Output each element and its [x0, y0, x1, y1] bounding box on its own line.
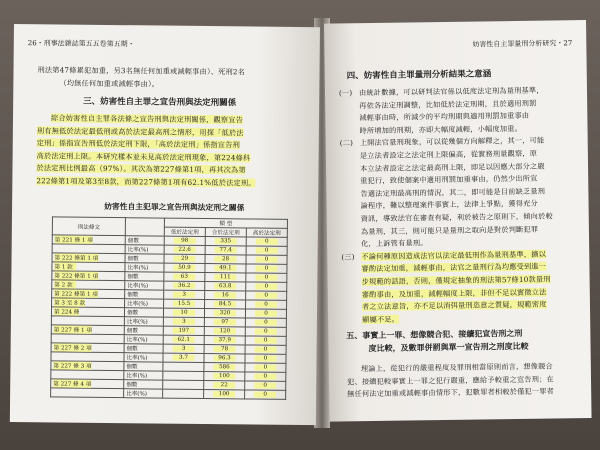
cell-value: 0 — [255, 266, 277, 272]
cell-value: 第 222 條第 1 項 — [54, 273, 99, 280]
table-cell-low — [164, 290, 205, 299]
table-cell-high — [245, 309, 286, 318]
cell-value: 50.9 — [173, 265, 195, 271]
cell-value: 比率(%) — [126, 373, 148, 380]
right-item-list — [339, 84, 582, 327]
text-line: 審酌事由，及加重，減輕幅度上限，非但不足以實徵立法 — [361, 287, 547, 299]
text-line: 222條第1項及第3至8款，而第227條第1項有62.1%低於法定刑。 — [36, 176, 256, 188]
table-cell-kind — [124, 353, 163, 362]
table-header-cell: 高於法定刑 — [246, 228, 287, 237]
cell-value: 96.3 — [213, 355, 235, 361]
table-cell-kind — [124, 317, 163, 326]
cell-value: 個數 — [126, 382, 138, 389]
cell-value: 100 — [213, 373, 235, 379]
cell-value: 個數 — [126, 310, 139, 317]
cell-value: 63 — [173, 274, 195, 280]
table-title: 妨害性自主犯罪之宣告刑與法定刑之關係 — [104, 201, 245, 213]
table-cell-kind — [125, 299, 164, 308]
cell-value: 100 — [213, 391, 235, 397]
cell-value: 37.9 — [214, 337, 236, 343]
table-cell-fit — [204, 390, 245, 399]
table-cell-low — [163, 344, 204, 353]
text-line: 本立法者設定之法定最高刑上限，即足以因應大部分之嚴 — [359, 161, 545, 173]
table-cell-high — [245, 372, 286, 381]
cell-value: 個數 — [127, 274, 139, 281]
cell-value: 比率(%) — [127, 265, 149, 272]
left-para1 — [37, 64, 317, 92]
cell-value: 22.6 — [174, 247, 196, 253]
table-cell-fit — [205, 282, 246, 291]
section5-title — [346, 326, 586, 355]
cell-value: 0 — [255, 347, 277, 353]
table-cell-kind — [124, 326, 163, 335]
cell-value: 0 — [255, 284, 277, 290]
table-cell-high — [245, 381, 286, 390]
table-cell-high — [245, 318, 286, 327]
cell-value: 197 — [173, 328, 195, 334]
list-item — [341, 248, 582, 327]
cell-value: 36.2 — [173, 283, 195, 289]
table-cell-kind — [124, 380, 163, 389]
table-cell-kind — [124, 362, 163, 371]
cell-value: 3.7 — [172, 355, 194, 361]
cell-value: 97 — [214, 319, 236, 325]
cell-value: 0 — [255, 311, 277, 317]
cell-value: 0 — [255, 275, 277, 281]
cell-value: 第 227 條 1 項 — [53, 327, 92, 334]
table-cell-kind — [125, 254, 164, 263]
cell-value: 第 2 款 — [54, 280, 76, 288]
cell-value: 第 3 至 8 款 — [54, 300, 86, 307]
cell-value: 0 — [256, 248, 278, 254]
text-line: 時所增加的刑期，亦即大幅度減輕，小幅度加重。 — [359, 123, 523, 135]
cell-value: 16 — [214, 292, 236, 298]
text-line: 為量刑，其三，則可能只是量刑之取向是對於判斷犯罪 — [360, 224, 539, 236]
text-line: 減輕事由時，所減少的平均刑期與適用刑罰加重事由 — [359, 110, 530, 123]
cell-value: 個數 — [126, 346, 138, 353]
table-cell-kind — [124, 389, 163, 398]
cell-value: 第 222 條第 1 項 — [54, 255, 99, 262]
table-cell-high — [246, 300, 287, 309]
left-running-head: 26・刑事法雜誌第五五卷第五期・ — [27, 39, 135, 49]
table-cell-kind — [125, 263, 164, 272]
table-group-header: 類 型 — [164, 218, 287, 228]
table-cell-low — [163, 353, 204, 362]
table-header-cell — [125, 218, 164, 236]
text-line: 犯、接續犯較事實上一罪之犯行嚴重，應給予較重之宣告刑；在 — [346, 374, 554, 386]
table-cell-fit — [205, 300, 246, 309]
table-cell-law — [52, 262, 125, 272]
table-cell-law — [51, 388, 124, 398]
table-cell-high — [245, 354, 286, 363]
table-cell-fit — [204, 345, 245, 354]
cell-value: 3 — [173, 346, 195, 352]
cell-value: 0 — [255, 293, 277, 299]
table-cell-kind — [125, 245, 164, 254]
cell-value: 10 — [173, 310, 195, 316]
cell-value: 個數 — [127, 292, 139, 299]
cell-value: 比率(%) — [126, 391, 148, 398]
cell-value: 0 — [254, 383, 276, 389]
table-cell-fit — [205, 237, 246, 246]
cell-value: 320 — [214, 310, 236, 316]
text-line: 顯屬不足。 — [362, 314, 400, 324]
table-cell-fit — [204, 354, 245, 363]
sentence-table — [50, 216, 288, 399]
text-line: 告適法定刑最高刑的情況，其二，即可能是目前缺乏量刑 — [360, 186, 546, 198]
table-cell-law — [51, 343, 124, 353]
cell-value: 0 — [255, 320, 277, 326]
cell-value: 比率(%) — [126, 337, 148, 344]
list-item-number: (一) — [338, 88, 353, 98]
table-cell-high — [246, 282, 287, 291]
table-cell-high — [245, 345, 286, 354]
table-header-cell: 刑法條文 — [52, 217, 125, 236]
table-cell-law — [52, 271, 125, 281]
table-cell-fit — [204, 372, 245, 381]
table-cell-kind — [125, 281, 164, 290]
cell-value: 第 224 條 — [53, 309, 80, 316]
table-cell-law — [51, 379, 124, 389]
text-line: 審酌法定加重，減輕事由，法官之量刑行為均應受到進一 — [361, 261, 547, 274]
cell-value: 586 — [213, 364, 235, 370]
text-line: 不論何種原因造成法官以法定最低刑作為量刑基準，擴以 — [361, 249, 547, 261]
text-line: 由統計數據，可以研判法官係以低度法定刑為量刑基準， — [358, 85, 544, 98]
text-line: 刑法第47條累犯加重，另3名無任何加重或減輕事由）、死刑2名 — [37, 65, 246, 77]
text-line: 五、事實上一罪、想像競合犯、接續犯宣告刑之刑 — [346, 327, 523, 341]
table-cell-fit — [204, 336, 245, 345]
cell-value: 0 — [254, 374, 276, 380]
table-cell-fit — [205, 273, 246, 282]
table-cell-low — [164, 263, 205, 272]
left-page — [10, 24, 320, 425]
table-cell-law — [52, 289, 125, 299]
table-cell-low — [164, 281, 205, 290]
table-cell-high — [246, 246, 287, 255]
table-cell-high — [246, 273, 287, 282]
table-cell-law — [51, 325, 124, 335]
cell-value: 0 — [254, 356, 276, 362]
text-line: 理論上，從犯行的嚴重程度及罪刑相當原則而言，想像競合 — [360, 361, 553, 374]
cell-value: 62.1 — [173, 337, 195, 343]
table-cell-low — [163, 317, 204, 326]
cell-value: 49.1 — [214, 265, 236, 271]
text-line: 者之立法意旨，亦不足以消弭量刑恣意之質疑，規範密度 — [361, 299, 547, 312]
cell-value: 比率(%) — [127, 301, 148, 308]
table-cell-law — [51, 307, 124, 317]
text-line: 綜合妨害性自主罪各法條之宣告刑與法定刑關係，觀察宣告 — [50, 113, 244, 125]
cell-value: 28 — [215, 256, 237, 262]
table-cell-kind — [125, 290, 164, 299]
left-section-title: 三、妨害性自主罪之宣告刑與法定刑關係 — [83, 96, 237, 109]
cell-value: 第 1 款 — [54, 262, 76, 270]
table-cell-fit — [205, 255, 246, 264]
text-line: 是立法者設定之法定刑上限偏高，從實務刑量觀察，原 — [359, 148, 538, 161]
list-item — [340, 134, 582, 251]
cell-value: 比率(%) — [127, 283, 149, 290]
table-cell-low — [164, 299, 205, 308]
table-cell-fit — [205, 264, 246, 273]
table-cell-law — [52, 298, 125, 308]
table-cell-low — [164, 272, 205, 281]
text-line: 於法定刑比例最高（97%）。其次為第227條第1項，再其次為第 — [36, 163, 246, 175]
table-cell-low — [163, 389, 204, 398]
table-cell-law — [52, 280, 125, 290]
text-line: 步規範的話語，否則，僅規定抽象的刑法第57條10款量刑 — [361, 274, 551, 287]
table-cell-high — [245, 336, 286, 345]
text-line: 上開法官量刑現象，可以從幾個方向解釋之，其一，可能 — [359, 135, 545, 148]
table-cell-fit — [205, 291, 246, 300]
table-cell-fit — [205, 246, 246, 255]
table-cell-law — [52, 253, 125, 263]
text-line: 刑有無低於法定最低刑或高於法定最高刑之情形，用探「低於法 — [36, 125, 244, 138]
cell-value: 120 — [214, 328, 236, 334]
cell-value: 29 — [174, 256, 196, 262]
right-section-title: 四、妨害性自主罪量刑分析結果之意涵 — [346, 69, 492, 82]
table-cell-low — [163, 326, 204, 335]
table-cell-low — [163, 362, 204, 371]
list-item — [339, 84, 580, 138]
table-cell-fit — [204, 363, 245, 372]
table-cell-fit — [204, 327, 245, 336]
cell-value: 第 227 條 4 項 — [53, 381, 92, 388]
table-cell-low — [164, 236, 205, 245]
cell-value: 77.4 — [215, 247, 237, 253]
right-para-final — [347, 360, 588, 401]
cell-value: 335 — [215, 238, 237, 244]
table-cell-high — [245, 390, 286, 399]
table-cell-law — [52, 235, 125, 245]
table-cell-fit — [204, 318, 245, 327]
text-line: 無任何法定加重或減輕事由情形下，犯數罪者相較於僅犯一罪者 — [347, 386, 555, 399]
cell-value: 0 — [256, 239, 278, 245]
cell-value: 個數 — [126, 328, 139, 335]
cell-value: 78 — [214, 346, 236, 352]
cell-value: 第 221 條 1 項 — [54, 237, 93, 244]
table-cell-kind — [124, 335, 163, 344]
cell-value: 0 — [255, 338, 277, 344]
table-row — [51, 388, 286, 399]
cell-value: 0 — [254, 365, 276, 371]
table-cell-high — [245, 363, 286, 372]
table-cell-low — [163, 371, 204, 380]
cell-value: 第 227 條 3 項 — [53, 363, 92, 370]
text-line: （均無任何加重或減輕事由）。 — [59, 78, 160, 89]
cell-value: 0 — [255, 302, 277, 308]
cell-value: 0 — [254, 392, 276, 398]
text-line: 重犯行，致使個案中適用刑罰加重事由，仍然少出所宣 — [360, 173, 538, 186]
cell-value: 111 — [214, 274, 236, 280]
cell-value: 84.5 — [214, 301, 236, 307]
table-cell-low — [163, 308, 204, 317]
table-cell-high — [246, 264, 287, 273]
cell-value: 15.5 — [173, 301, 195, 307]
cell-value: 第 227 條 2 項 — [53, 345, 92, 352]
text-line: 度比較，及數罪併罰與單一宣告刑之刑度比較 — [368, 340, 529, 354]
list-item-number: (三) — [341, 251, 355, 262]
table-cell-low — [164, 254, 205, 263]
cell-value: 個數 — [126, 364, 138, 371]
table-header-cell: 合於法定刑 — [205, 228, 246, 237]
text-line: 化，上訴管有量刑。 — [361, 238, 428, 249]
cell-value: 63.8 — [214, 283, 236, 289]
cell-value: 0 — [255, 329, 277, 335]
table-cell-kind — [124, 371, 163, 380]
table-cell-low — [163, 335, 204, 344]
table-header-cell: 低於法定刑 — [164, 227, 205, 236]
text-line: 論程序，難以整理案件事實上，法律上爭點，獲得充分 — [360, 199, 538, 211]
cell-value: 第 222 條第 1 項 — [54, 291, 98, 298]
cell-value: 3 — [173, 319, 195, 325]
right-page — [324, 20, 592, 422]
table-cell-kind — [124, 344, 163, 353]
table-cell-law — [51, 361, 124, 371]
table-cell-kind — [125, 236, 164, 245]
text-line: 高於法定刑上限。本研究樣本並未見高於法定刑現象，第224條科 — [36, 151, 251, 163]
table-cell-low — [163, 380, 204, 389]
table-cell-fit — [204, 309, 245, 318]
cell-value: 98 — [174, 238, 196, 244]
table-cell-high — [246, 291, 287, 300]
table-cell-kind — [124, 308, 163, 317]
right-running-head: 妨害性自主罪量刑分析研究・27 — [472, 39, 573, 49]
cell-value: 個數 — [127, 256, 139, 263]
text-line: 資訊，導致法官在審查有疑，利於被告之原則下，傾向於較 — [360, 211, 553, 224]
table-cell-kind — [125, 272, 164, 281]
table-cell-fit — [204, 381, 245, 390]
cell-value: 0 — [256, 257, 278, 263]
cell-value: 個數 — [127, 238, 139, 245]
list-item-number: (二) — [339, 138, 354, 148]
table-cell-low — [164, 245, 205, 254]
table-cell-high — [245, 327, 286, 336]
cell-value: 比率(%) — [126, 355, 148, 362]
table-cell-high — [246, 255, 287, 264]
table-cell-high — [246, 237, 287, 246]
text-line: 定刑」係指宣告刑低於法定刑下限，「高於法定刑」係指宣告刑 — [36, 138, 241, 150]
cell-value: 22 — [213, 382, 235, 388]
left-para2 — [36, 112, 317, 190]
cell-value: 比率(%) — [127, 247, 149, 254]
text-line: 再依各法定刑調整，比如低於法定刑期，且於適用刑罰 — [359, 98, 537, 110]
cell-value: 比率(%) — [126, 319, 148, 326]
cell-value: 3 — [173, 292, 195, 298]
